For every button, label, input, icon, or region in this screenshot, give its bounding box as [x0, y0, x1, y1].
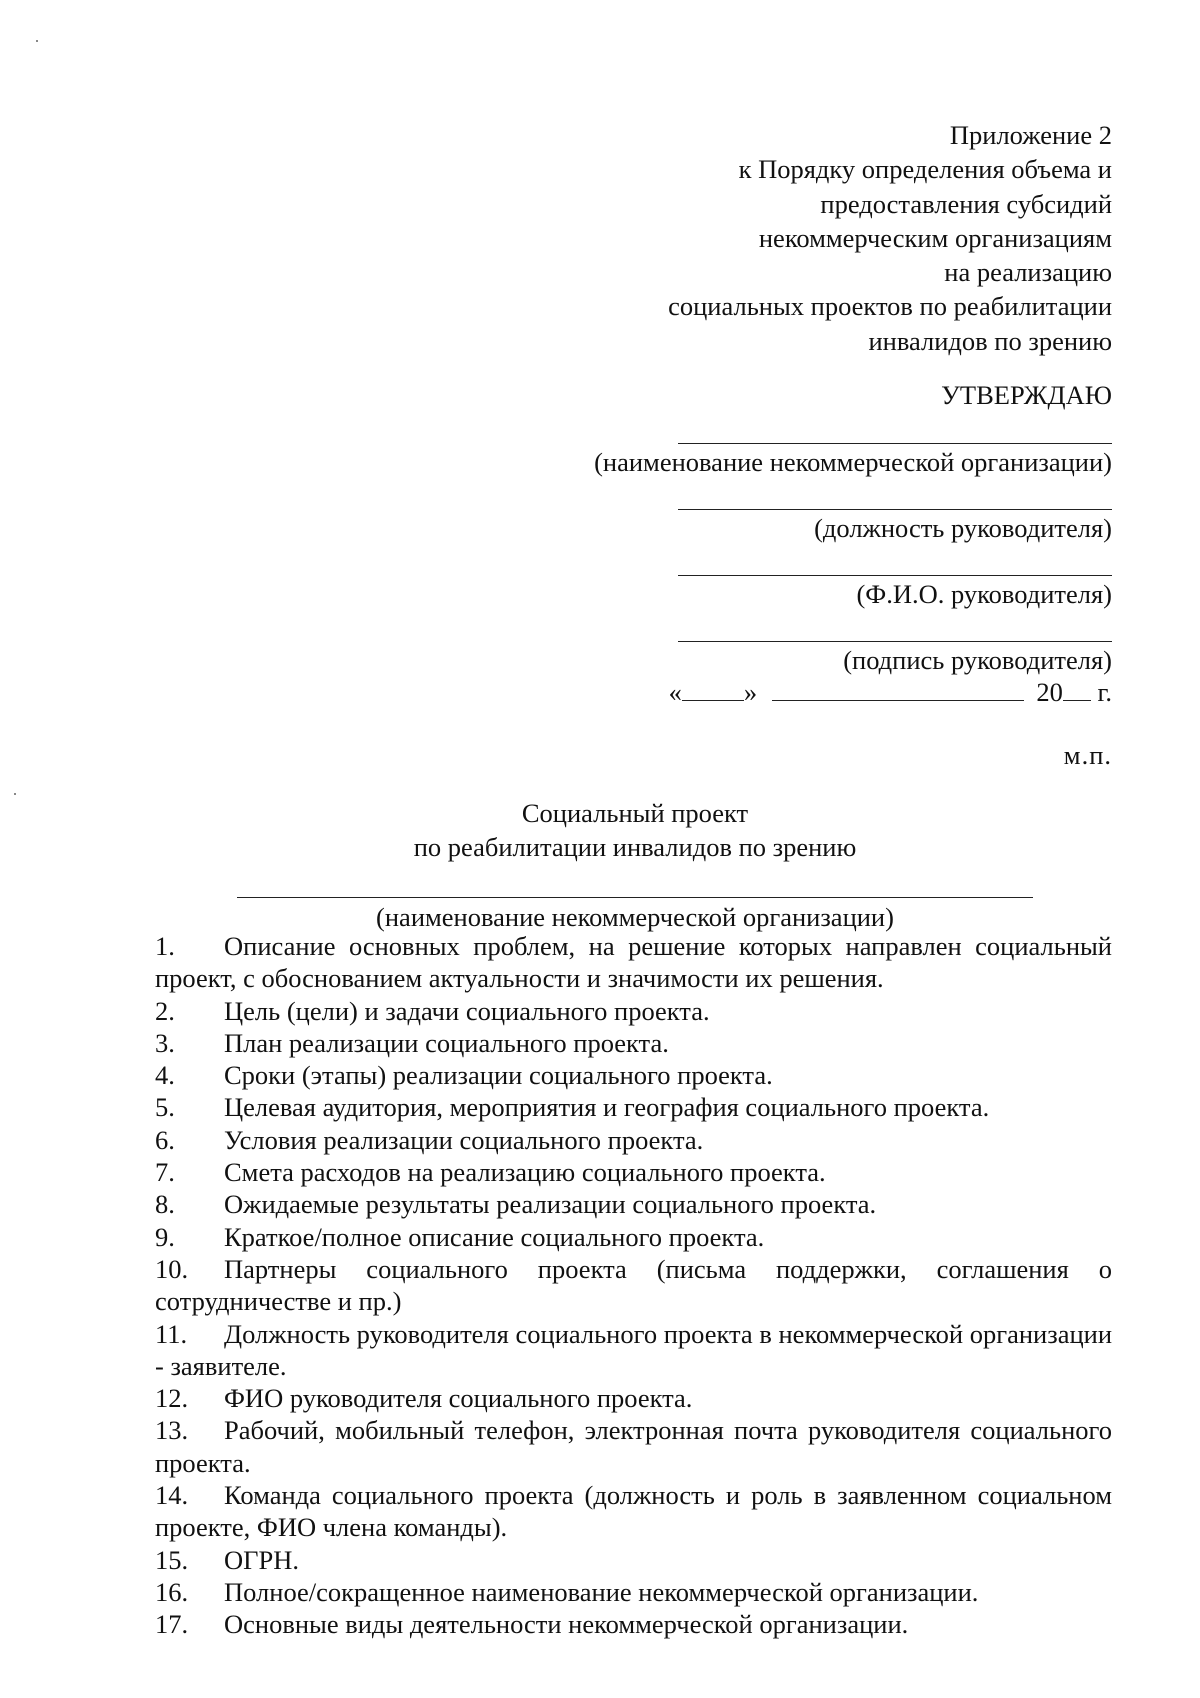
list-item: 11. Должность руководителя социального проекта в некоммерческой организации - заявителе. — [155, 1318, 1112, 1381]
list-item: 7. Смета расходов на реализацию социального проекта. — [155, 1157, 826, 1188]
list-item: 16. Полное/сокращенное наименование некоммерческой организации. — [155, 1576, 979, 1607]
appendix-line: на реализацию — [944, 257, 1112, 288]
fio-line — [678, 575, 1112, 576]
list-item: 5. Целевая аудитория, мероприятия и география социального проекта. — [155, 1092, 990, 1123]
list-item: 4. Сроки (этапы) реализации социального проекта. — [155, 1060, 773, 1091]
list-item: 6. Условия реализации социального проекта. — [155, 1124, 704, 1155]
list-item: 8. Ожидаемые результаты реализации социального проекта. — [155, 1189, 877, 1220]
project-title-line: Социальный проект — [521, 798, 749, 828]
list-item: 17. Основные виды деятельности некоммерческой организации. — [155, 1609, 909, 1640]
list-item: 12. ФИО руководителя социального проекта. — [155, 1383, 693, 1414]
requirements-list — [155, 930, 1112, 1641]
date-line — [669, 675, 1112, 709]
scan-speck — [14, 793, 16, 795]
list-item: 14. Команда социального проекта (должность и роль в заявленном социальном проекте, ФИО члена команды). — [155, 1480, 1112, 1543]
org-name-line — [678, 443, 1112, 444]
project-title — [0, 796, 1200, 864]
date-open-quote: « — [668, 677, 682, 707]
date-close-quote: » — [743, 677, 758, 707]
appendix-line: некоммерческим организациям — [758, 222, 1112, 253]
date-year: 20 — [1036, 677, 1063, 707]
list-item: 15. ОГРН. — [155, 1544, 299, 1575]
org-name-caption: (наименование некоммерческой организации) — [594, 447, 1112, 477]
signature-line — [678, 641, 1112, 642]
position-caption: (должность руководителя) — [814, 513, 1112, 543]
list-item: 10. Партнеры социального проекта (письма поддержки, соглашения о сотрудничестве и пр.) — [155, 1253, 1112, 1317]
scan-speck — [36, 40, 38, 42]
date-suffix: г. — [1097, 677, 1112, 707]
fio-caption: (Ф.И.О. руководителя) — [856, 579, 1112, 609]
list-item: 9. Краткое/полное описание социального проекта. — [155, 1221, 765, 1252]
appendix-line: социальных проектов по реабилитации — [668, 291, 1112, 322]
project-org-caption: (наименование некоммерческой организации) — [376, 902, 894, 932]
appendix-line: к Порядку определения объема и — [738, 154, 1112, 185]
list-item: 13. Рабочий, мобильный телефон, электронная почта руководителя социального проекта. — [155, 1415, 1112, 1478]
stamp-place: м.п. — [1063, 740, 1112, 770]
list-item: 2. Цель (цели) и задачи социального проекта. — [155, 995, 710, 1026]
month-blank — [772, 676, 1024, 701]
appendix-line: предоставления субсидий — [820, 188, 1112, 219]
position-line — [678, 509, 1112, 510]
appendix-block — [668, 118, 1112, 358]
appendix-line: Приложение 2 — [949, 120, 1112, 150]
project-org-line — [237, 897, 1033, 898]
list-item: 1. Описание основных проблем, на решение которых направлен социальный проект, с обоснованием актуальности и значимости их решения. — [155, 931, 1112, 994]
day-blank — [682, 676, 744, 701]
appendix-line: инвалидов по зрению — [868, 325, 1112, 356]
signature-caption: (подпись руководителя) — [843, 645, 1112, 675]
approval-heading: УТВЕРЖДАЮ — [941, 380, 1112, 410]
list-item: 3. План реализации социального проекта. — [155, 1027, 669, 1058]
year-blank — [1063, 676, 1091, 701]
project-title-line: по реабилитации инвалидов по зрению — [413, 832, 857, 862]
